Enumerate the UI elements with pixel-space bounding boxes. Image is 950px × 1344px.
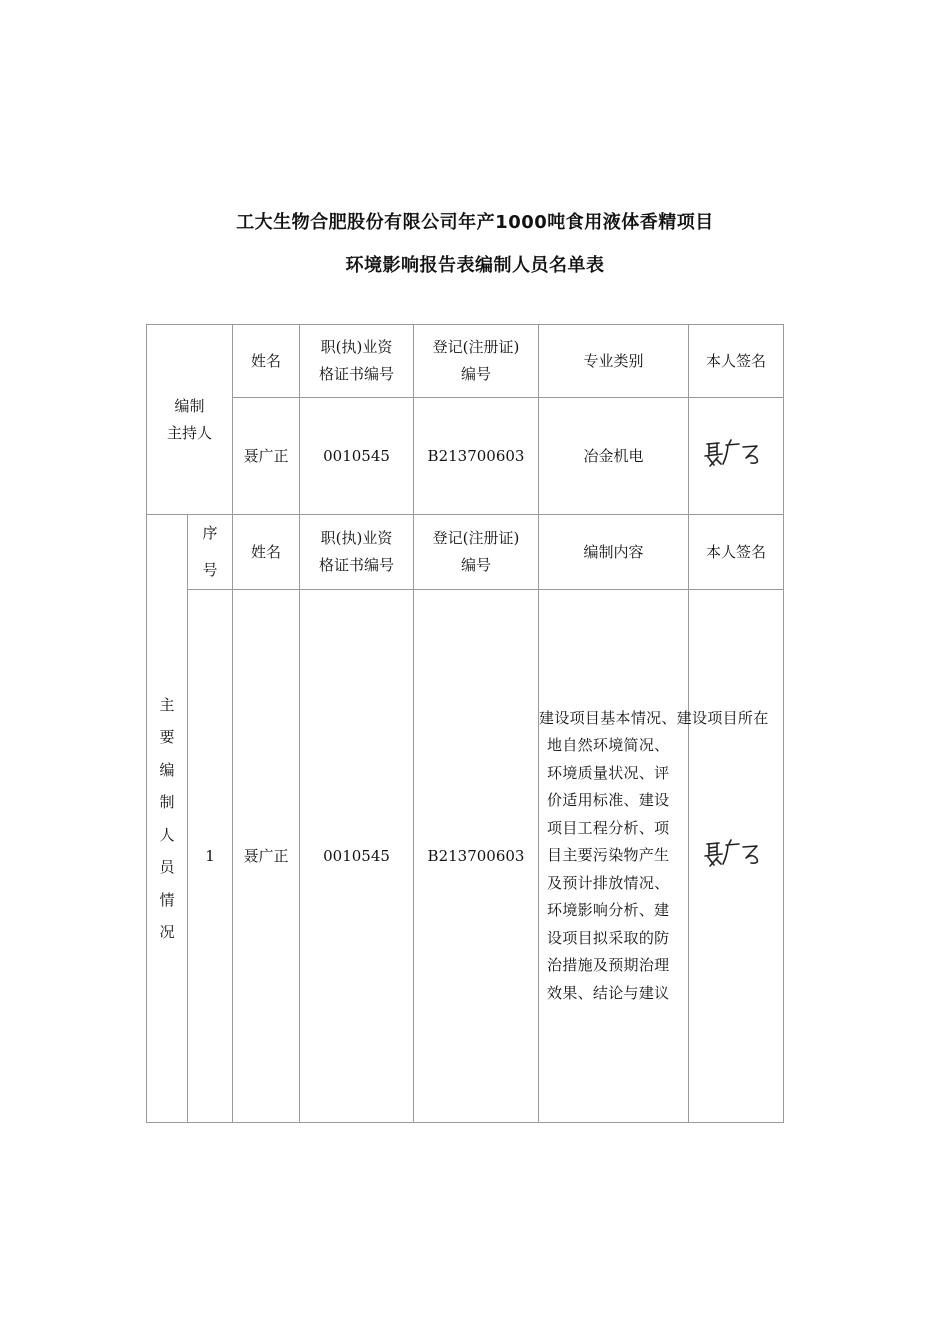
host-signature-cell — [689, 398, 784, 515]
staff-label-char: 员 — [159, 858, 175, 876]
content-line: 地自然环境简况、 — [547, 736, 670, 755]
content-line: 设项目拟采取的防 — [547, 928, 670, 947]
content-line: 建设项目基本情况、建设项目所在 — [539, 708, 769, 727]
staff-label-char: 人 — [159, 825, 175, 844]
host-cert-number: 0010545 — [300, 398, 414, 515]
table-row — [147, 590, 784, 1123]
content-line: 治措施及预期治理 — [547, 956, 670, 975]
staff-header-cert-line1: 职(执)业资 — [320, 529, 393, 547]
host-header-category: 专业类别 — [539, 325, 689, 398]
staff-header-cert-line2: 格证书编号 — [319, 556, 395, 574]
host-label-cell — [147, 325, 233, 515]
staff-signature-cell — [689, 590, 784, 1123]
host-header-reg-line1: 登记(注册证) — [432, 338, 520, 356]
content-line: 环境质量状况、评 — [547, 763, 670, 782]
host-label-line2: 主持人 — [167, 423, 213, 442]
host-header-signature: 本人签名 — [689, 325, 784, 398]
host-header-cert-line2: 格证书编号 — [319, 365, 395, 383]
content-line: 价适用标准、建设 — [547, 791, 670, 810]
handwritten-signature — [701, 435, 771, 469]
content-line: 目主要污染物产生 — [547, 846, 670, 865]
document-title: 工大生物合肥股份有限公司年产1000吨食用液体香精项目 — [236, 212, 714, 233]
content-line: 效果、结论与建议 — [547, 983, 670, 1002]
staff-label-char: 情 — [159, 890, 175, 909]
staff-header-reg-line1: 登记(注册证) — [432, 529, 520, 547]
host-header-reg-line2: 编号 — [461, 365, 492, 383]
staff-header-name: 姓名 — [233, 515, 300, 590]
staff-label-char: 要 — [159, 728, 175, 746]
host-header-reg — [414, 325, 539, 398]
staff-header-content: 编制内容 — [539, 515, 689, 590]
host-header-cert-line1: 职(执)业资 — [320, 338, 393, 356]
staff-header-reg — [414, 515, 539, 590]
content-line: 项目工程分析、项 — [547, 818, 670, 837]
staff-header-cert — [300, 515, 414, 590]
staff-table — [146, 324, 784, 1123]
staff-label-char: 制 — [159, 793, 175, 811]
staff-reg-number: B213700603 — [414, 590, 539, 1123]
staff-label-cell — [147, 515, 188, 1123]
host-header-name: 姓名 — [233, 325, 300, 398]
content-line: 及预计排放情况、 — [547, 873, 670, 892]
staff-cert-number: 0010545 — [300, 590, 414, 1123]
host-category: 冶金机电 — [539, 398, 689, 515]
staff-content — [539, 590, 769, 1123]
host-header-cert — [300, 325, 414, 398]
staff-header-seq — [188, 515, 233, 590]
staff-header-reg-line2: 编号 — [461, 556, 492, 574]
document-subtitle: 环境影响报告表编制人员名单表 — [345, 255, 605, 276]
handwritten-signature — [701, 835, 771, 869]
host-reg-number: B213700603 — [414, 398, 539, 515]
content-line: 环境影响分析、建 — [547, 901, 670, 920]
staff-name: 聂广正 — [233, 590, 300, 1123]
staff-seq: 1 — [188, 590, 233, 1123]
staff-label-char: 主 — [159, 695, 175, 714]
staff-header-seq-line2: 号 — [202, 561, 218, 579]
staff-header-seq-line1: 序 — [202, 524, 218, 542]
staff-label-char: 况 — [159, 923, 175, 941]
host-label-line1: 编制 — [174, 396, 205, 415]
staff-header-signature: 本人签名 — [689, 515, 784, 590]
host-name: 聂广正 — [233, 398, 300, 515]
staff-label-char: 编 — [159, 760, 175, 779]
